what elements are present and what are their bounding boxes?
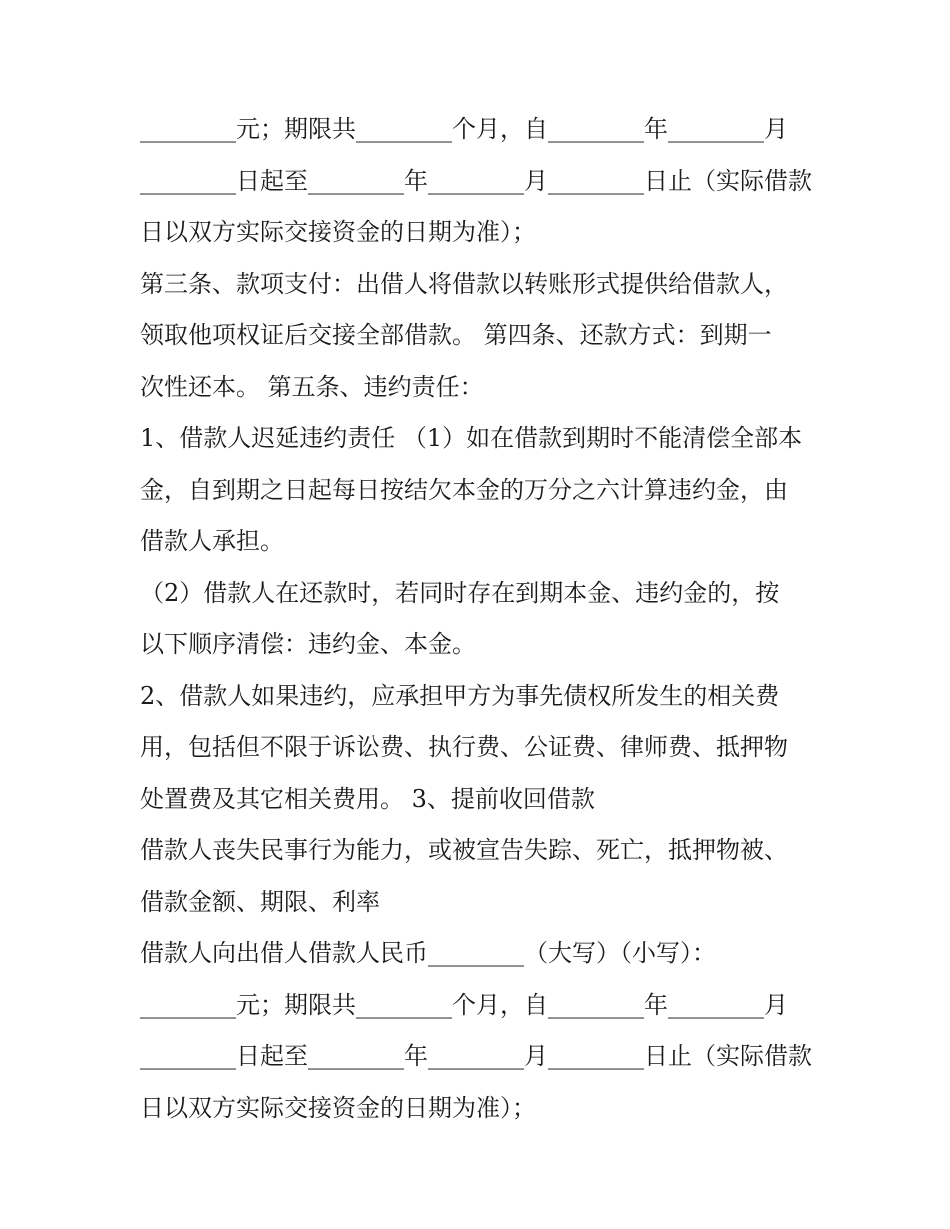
text-line: 次性还本。 第五条、违约责任： <box>140 372 484 401</box>
text-line: 1、借款人迟延违约责任 （1）如在借款到期时不能清偿全部本 <box>140 424 803 452</box>
text-line: ________元；期限共________个月，自________年________月 <box>140 990 788 1019</box>
text-line: 用，包括但不限于诉讼费、执行费、公证费、律师费、抵押物 <box>140 733 788 761</box>
document-body <box>140 104 820 1134</box>
text-line: 日以双方实际交接资金的日期为准）； <box>140 1093 536 1122</box>
text-line: ________日起至________年________月________日止（实际借款 <box>140 166 812 195</box>
text-line: 借款金额、期限、利率 <box>140 887 380 916</box>
text-line: ________日起至________年________月________日止（实际借款 <box>140 1042 812 1070</box>
text-line: 金，自到期之日起每日按结欠本金的万分之六计算违约金，由 <box>140 475 788 504</box>
text-line: 借款人丧失民事行为能力，或被宣告失踪、死亡，抵押物被、 <box>140 836 788 864</box>
text-line: 2、借款人如果违约，应承担甲方为事先债权所发生的相关费 <box>140 681 780 710</box>
text-line: ________元；期限共________个月，自________年________月 <box>140 115 788 143</box>
text-line: 领取他项权证后交接全部借款。 第四条、还款方式：到期一 <box>140 321 772 349</box>
text-line: 以下顺序清偿：违约金、本金。 <box>140 630 476 658</box>
text-line: 第三条、款项支付：出借人将借款以转账形式提供给借款人， <box>140 269 788 298</box>
text-line: 处置费及其它相关费用。 3、提前收回借款 <box>140 784 595 813</box>
text-line: 日以双方实际交接资金的日期为准）； <box>140 218 536 246</box>
text-line: 借款人承担。 <box>140 527 284 555</box>
text-line: 借款人向出借人借款人民币________（大写）（小写）： <box>140 939 716 967</box>
text-line: （2）借款人在还款时，若同时存在到期本金、违约金的，按 <box>140 578 780 607</box>
